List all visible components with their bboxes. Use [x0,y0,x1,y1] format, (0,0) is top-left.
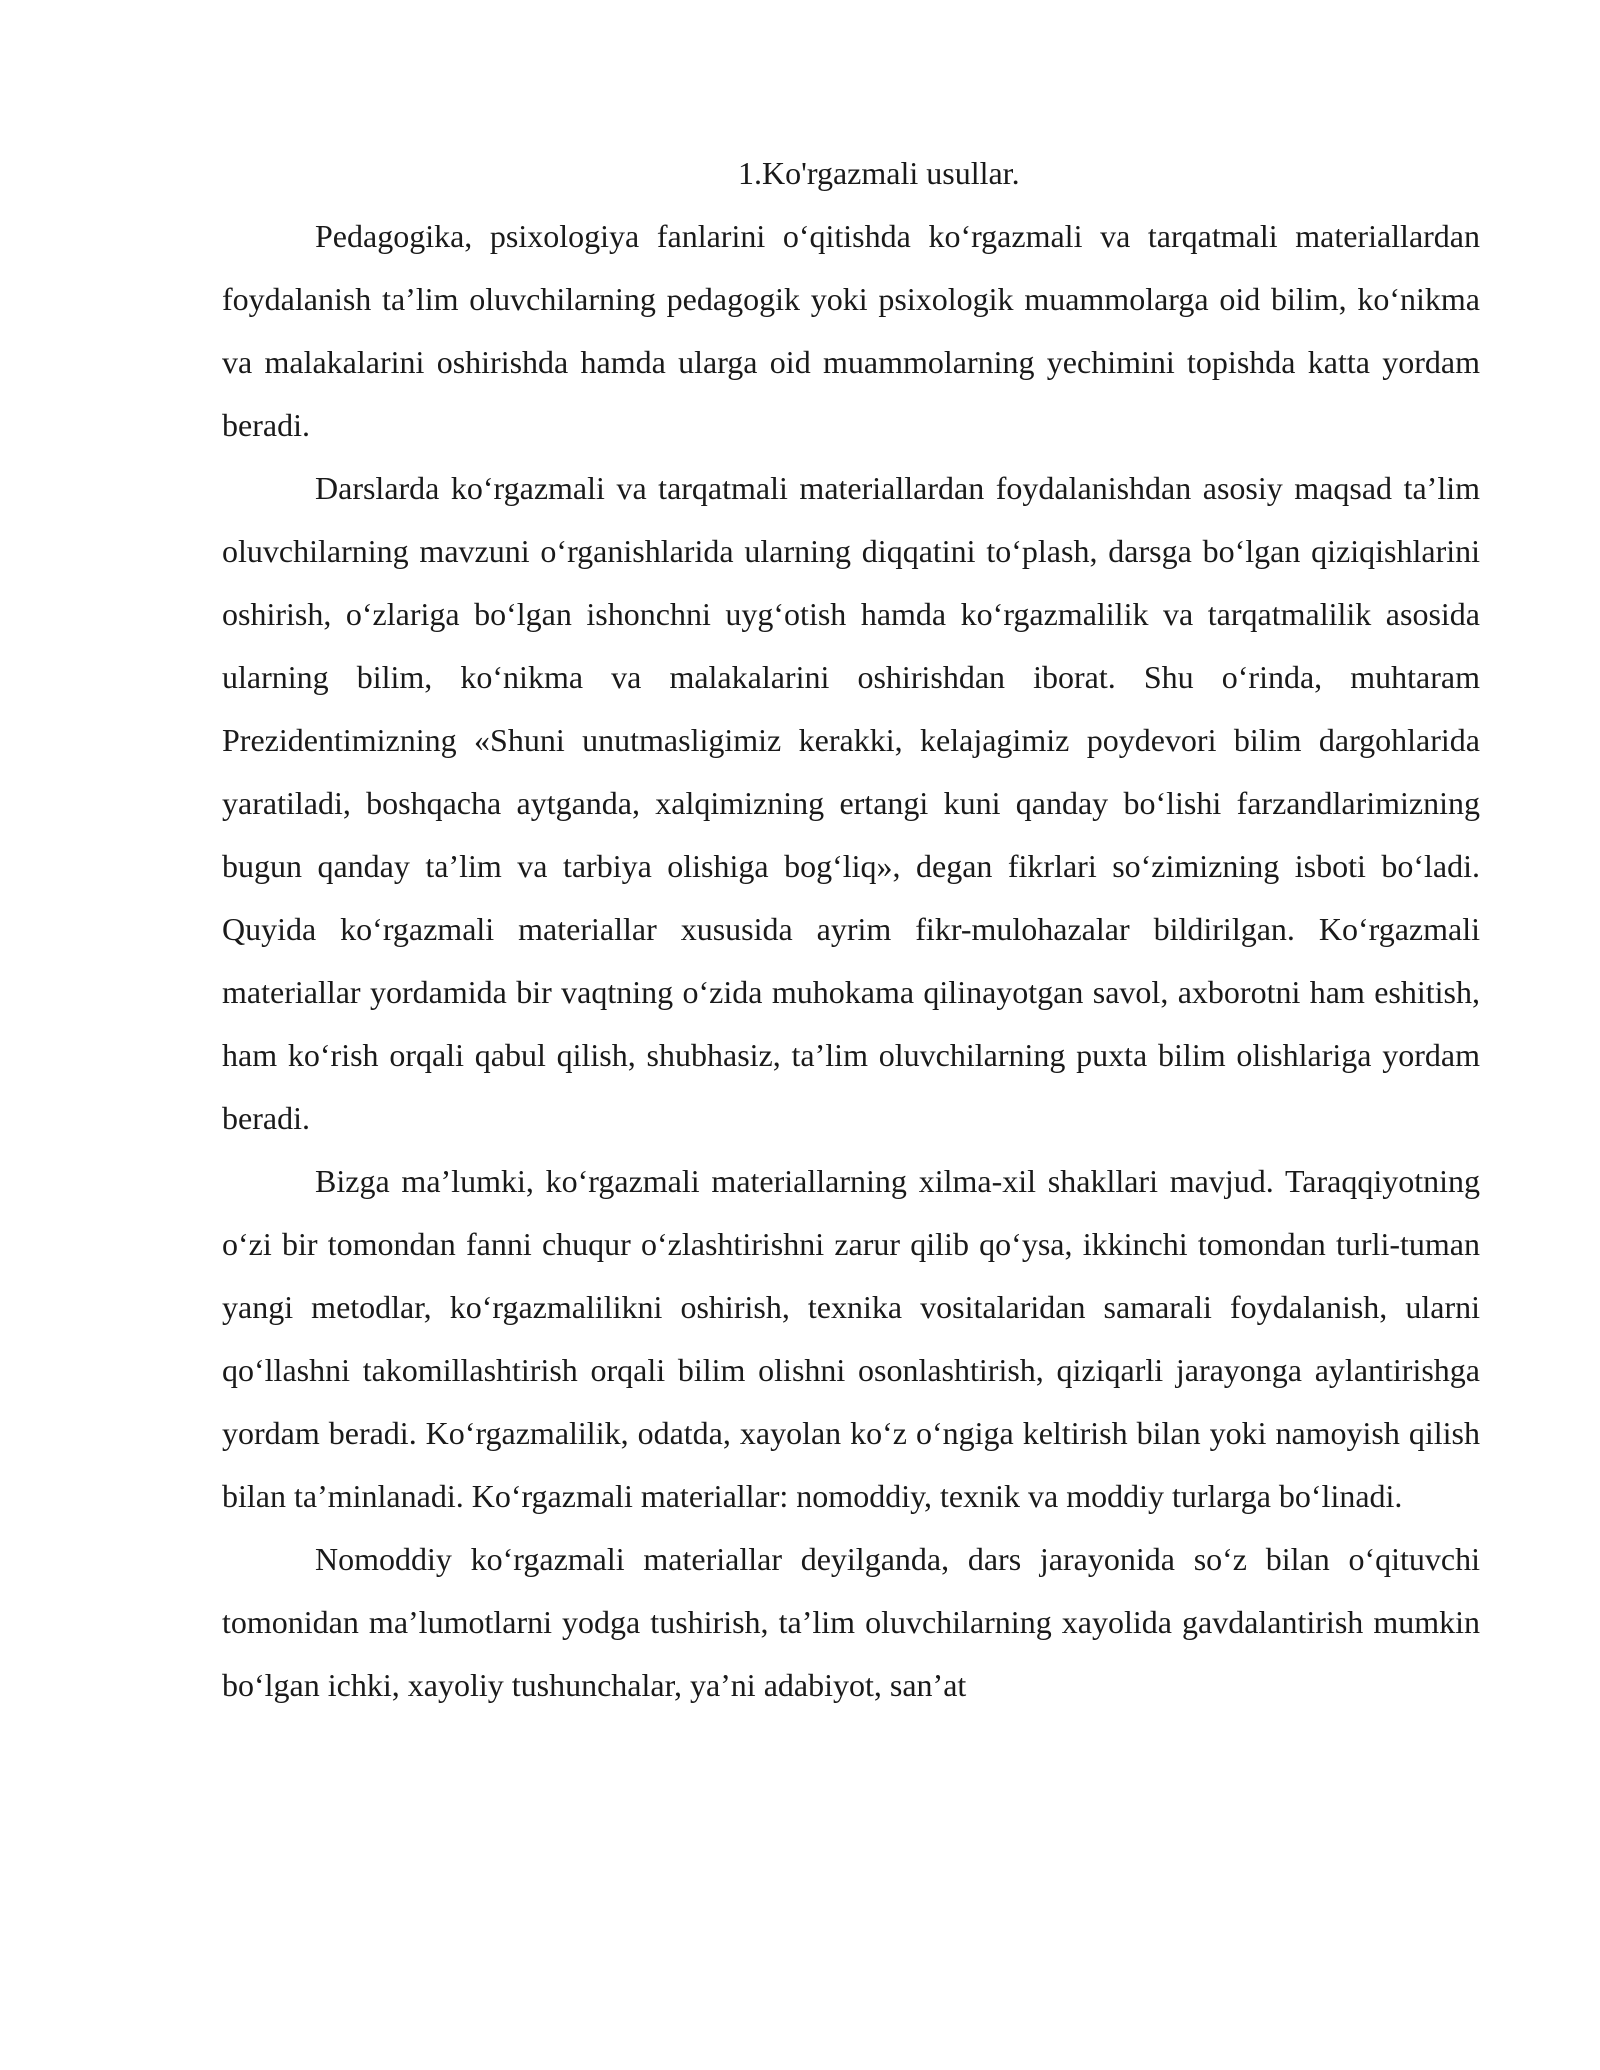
page-title: 1.Ko'rgazmali usullar. [738,155,1020,191]
paragraph-2: Darslarda ko‘rgazmali va tarqatmali materiallardan foydalanishdan asosiy maqsad ta’lim oluvchilarning mavzuni o‘rganishlarida ularning diqqatini to‘plash, darsga bo‘lgan qiziqishlarini oshirish, o‘zlariga bo‘lgan ishonchni uyg‘otish hamda ko‘rgazmalilik va tarqatmalilik asosida ularning bilim, ko‘nikma va malakalarini oshirishdan iborat. Shu o‘rinda, muhtaram Prezidentimizning «Shuni unutmasligimiz kerakki, kelajagimiz poydevori bilim dargohlarida yaratiladi, boshqacha aytganda, xalqimizning ertangi kuni qanday bo‘lishi farzandlarimizning bugun qanday ta’lim va tarbiya olishiga bog‘liq», degan fikrlari so‘zimizning isboti bo‘ladi. Quyida ko‘rgazmali materiallar xususida ayrim fikr-mulohazalar bildirilgan. Ko‘rgazmali materiallar yordamida bir vaqtning o‘zida muhokama qilinayotgan savol, axborotni ham eshitish, ham ko‘rish orqali qabul qilish, shubhasiz, ta’lim oluvchilarning puxta bilim olishlariga yordam beradi. [222,470,1480,1136]
paragraph-1: Pedagogika, psixologiya fanlarini o‘qitishda ko‘rgazmali va tarqatmali materiallardan foydalanish ta’lim oluvchilarning pedagogik yoki psixologik muammolarga oid bilim, ko‘nikma va malakalarini oshirishda hamda ularga oid muammolarning yechimini topishda katta yordam beradi. [222,218,1480,443]
paragraph-4: Nomoddiy ko‘rgazmali materiallar deyilganda, dars jarayonida so‘z bilan o‘qituvchi tomonidan ma’lumotlarni yodga tushirish, ta’lim oluvchilarning xayolida gavdalantirish mumkin bo‘lgan ichki, xayoliy tushunchalar, ya’ni adabiyot, san’at [222,1541,1480,1703]
document-body [222,142,1480,1717]
paragraph-3: Bizga ma’lumki, ko‘rgazmali materiallarning xilma-xil shakllari mavjud. Taraqqiyotning o‘zi bir tomondan fanni chuqur o‘zlashtirishni zarur qilib qo‘ysa, ikkinchi tomondan turli-tuman yangi metodlar, ko‘rgazmalilikni oshirish, texnika vositalaridan samarali foydalanish, ularni qo‘llashni takomillashtirish orqali bilim olishni osonlashtirish, qiziqarli jarayonga aylantirishga yordam beradi. Ko‘rgazmalilik, odatda, xayolan ko‘z o‘ngiga keltirish bilan yoki namoyish qilish bilan ta’minlanadi. Ko‘rgazmali materiallar: nomoddiy, texnik va moddiy turlarga bo‘linadi. [222,1163,1480,1514]
